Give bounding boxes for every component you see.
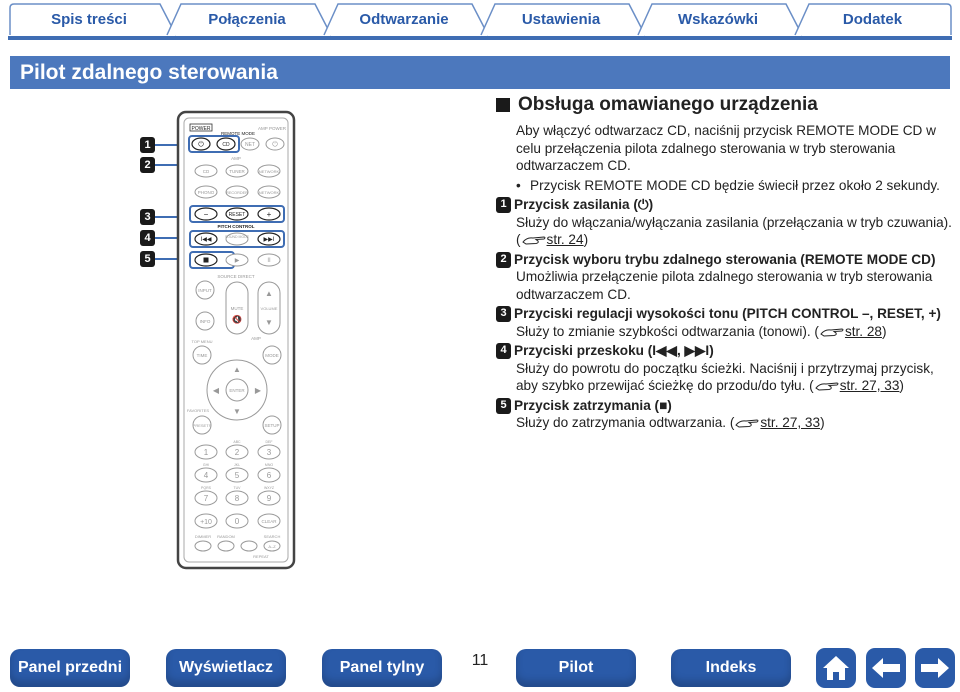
- item-3-desc-tail: ): [881, 323, 887, 339]
- item-2-title: Przycisk wyboru trybu zdalnego sterowania (REMOTE MODE CD): [514, 251, 936, 267]
- item-4-desc-text: Służy do powrotu do początku ścieżki. Naciśnij i przytrzymaj przycisk, aby szybko przewijać ścieżkę do przodu/do tyłu. (: [516, 360, 934, 393]
- tab-odtwarzanie[interactable]: [322, 2, 486, 36]
- recorder-label: RECORDER: [226, 191, 248, 195]
- dpad-up-icon: ▲: [233, 365, 241, 374]
- power-label: POWER: [191, 126, 211, 132]
- tab-dodatek[interactable]: [793, 2, 952, 36]
- item-3-desc-text: Służy to zmianie szybkości odtwarzania (tonowi). (: [516, 323, 819, 339]
- amp-power-icon: ⏻: [272, 141, 278, 149]
- top-menu-label: TOP MENU: [191, 339, 213, 344]
- remote-control-illustration: [176, 110, 296, 570]
- pause-icon: II: [267, 258, 271, 264]
- item-2-number: 2: [496, 252, 511, 268]
- time-label: TIME: [196, 353, 208, 358]
- digit-6-label: 6: [266, 471, 272, 480]
- item-4-desc-tail: ): [899, 378, 904, 393]
- digit-1-label: 1: [203, 448, 209, 457]
- pitch-minus-label: −: [203, 210, 209, 219]
- item-5-heading: [496, 397, 956, 415]
- hand-pointer-icon: [819, 326, 845, 338]
- wxyz-label: WXYZ: [263, 486, 275, 490]
- play-icon: ▶: [234, 258, 240, 264]
- tab-label: Wskazówki: [677, 10, 759, 28]
- tab-label: Spis treści: [51, 10, 127, 28]
- arrow-left-icon: [870, 656, 902, 680]
- dimmer-label: DIMMER: [194, 534, 212, 539]
- network2-label: NETWORK: [258, 190, 280, 195]
- heading-square-icon: [496, 98, 510, 112]
- page-number: 11: [471, 652, 489, 669]
- cd-mode-label: CD: [222, 142, 230, 148]
- cd-input-label: CD: [202, 169, 210, 174]
- marker-3: 3: [140, 209, 155, 225]
- bullet-item: [516, 177, 956, 195]
- volume-down-icon: ▼: [265, 318, 273, 327]
- back-button[interactable]: [866, 648, 906, 688]
- pitch-plus-label: +: [266, 210, 272, 219]
- indeks-button[interactable]: Indeks: [671, 649, 791, 687]
- item-5-title: Przycisk zatrzymania (■): [514, 397, 672, 413]
- network-label: NETWORK: [258, 169, 280, 174]
- item-4-title: Przyciski przeskoku (I◀◀, ▶▶I): [514, 343, 714, 358]
- home-button[interactable]: [816, 648, 856, 688]
- item-3-heading: [496, 305, 956, 323]
- panel-przedni-button[interactable]: Panel przedni: [10, 649, 130, 687]
- net-mode-label: NET: [245, 142, 255, 148]
- tab-label: Odtwarzanie: [359, 10, 449, 28]
- favorites-label: FAVORITES: [186, 408, 210, 413]
- item-4-page-link[interactable]: str. 27, 33: [839, 378, 900, 393]
- tuv-label: TUV: [233, 486, 241, 490]
- item-3-number: 3: [496, 306, 511, 322]
- item-5-page-link[interactable]: str. 27, 33: [760, 415, 821, 430]
- pilot-button[interactable]: Pilot: [516, 649, 636, 687]
- item-5-desc-text: Służy do zatrzymania odtwarzania. (: [516, 415, 735, 430]
- panel-tylny-button[interactable]: Panel tylny: [322, 649, 442, 687]
- remote-mode-label: REMOTE MODE: [220, 131, 256, 136]
- marker-4: 4: [140, 230, 155, 246]
- hand-pointer-icon: [814, 380, 840, 392]
- page-title: Pilot zdalnego sterowania: [10, 56, 950, 89]
- ghi-label: GHI: [202, 463, 210, 467]
- item-1-desc-text: Służy do włączania/wyłączania zasilania (przełączania w tryb czuwania). (: [516, 214, 952, 247]
- item-3-page-link[interactable]: str. 28: [844, 323, 882, 339]
- source-direct-label: SOURCE DIRECT: [217, 274, 255, 279]
- skip-back-icon: I◀◀: [200, 237, 212, 243]
- skip-forward-icon: ▶▶I: [263, 237, 275, 243]
- tab-underline: [8, 36, 952, 40]
- tuner-label: TUNER: [229, 169, 245, 174]
- section-heading-text: Obsługa omawianego urządzenia: [518, 94, 818, 116]
- item-4-desc: [496, 360, 956, 395]
- item-1-number: 1: [496, 197, 511, 213]
- amp-label: AMP: [231, 156, 241, 161]
- item-5-number: 5: [496, 398, 511, 414]
- item-1-desc: [496, 214, 956, 249]
- item-1-title: Przycisk zasilania (⏻): [514, 197, 654, 212]
- pqrs-label: PQRS: [201, 486, 211, 490]
- def-label: DEF: [265, 440, 273, 444]
- tab-label: Dodatek: [842, 10, 903, 28]
- item-5-desc: [496, 414, 956, 432]
- info-label: INFO: [199, 319, 211, 324]
- digit-9-label: 9: [266, 494, 272, 503]
- volume-label: VOLUME: [260, 306, 278, 311]
- intro-paragraph: Aby włączyć odtwarzacz CD, naciśnij przycisk REMOTE MODE CD w celu przełączenia pilota zdalnego sterowania w tryb sterowania odtwarzaczem CD.: [516, 123, 936, 173]
- tab-label: Połączenia: [208, 10, 286, 28]
- digit-4-label: 4: [203, 471, 209, 480]
- sound-mode-label: SOUND MODE: [224, 235, 250, 239]
- amp2-label: AMP: [251, 336, 261, 341]
- phono-label: PHONO: [197, 190, 215, 195]
- digit-7-label: 7: [203, 494, 209, 503]
- volume-up-icon: ▲: [265, 289, 273, 298]
- tab-wskazowki[interactable]: [636, 2, 800, 36]
- bullet-text: Przycisk REMOTE MODE CD będzie świecił przez około 2 sekundy.: [530, 177, 940, 193]
- search-label: SEARCH: [263, 534, 281, 539]
- forward-button[interactable]: [915, 648, 955, 688]
- item-2-desc: Umożliwia przełączenie pilota zdalnego sterowania w tryb sterowania odtwarzaczem CD.: [516, 269, 933, 302]
- stop-icon: [204, 258, 209, 263]
- top-navigation: [8, 2, 952, 36]
- mode-label: MODE: [265, 353, 279, 358]
- digit-0-label: 0: [234, 517, 240, 526]
- abc-label: ABC: [233, 440, 241, 444]
- mute-icon: 🔇: [232, 315, 242, 324]
- item-1-desc-tail: ): [583, 232, 589, 247]
- digit-3-label: 3: [266, 448, 272, 457]
- mno-label: MNO: [264, 463, 274, 467]
- tab-ustawienia[interactable]: [479, 2, 643, 36]
- dpad-right-icon: ▶: [254, 386, 262, 395]
- item-1-page-link[interactable]: str. 24: [546, 232, 584, 247]
- marker-2: 2: [140, 157, 155, 173]
- input-label: INPUT: [198, 288, 212, 293]
- marker-5: 5: [140, 251, 155, 267]
- tab-label: Ustawienia: [521, 10, 601, 28]
- a-z-label: A–Z: [268, 544, 276, 549]
- digit-8-label: 8: [234, 494, 240, 503]
- item-4-heading: [496, 342, 956, 360]
- tab-spis-tresci[interactable]: [8, 2, 170, 36]
- hand-pointer-icon: [521, 234, 547, 246]
- item-4-number: 4: [496, 343, 511, 359]
- enter-label: ENTER: [229, 388, 245, 393]
- power-icon: ⏻: [198, 141, 204, 149]
- dpad-down-icon: ▼: [233, 407, 241, 416]
- bullet-dot-icon: •: [516, 177, 521, 193]
- item-5-desc-tail: ): [820, 415, 825, 430]
- marker-1: 1: [140, 137, 155, 153]
- pitch-control-label: PITCH CONTROL: [217, 224, 255, 229]
- tab-polaczenia[interactable]: [165, 2, 329, 36]
- dpad-left-icon: ◀: [212, 386, 220, 395]
- item-3-title: Przyciski regulacji wysokości tonu (PITCH CONTROL –, RESET, +): [514, 306, 941, 321]
- setup-label: SETUP: [264, 423, 280, 428]
- amp-power-label: AMP POWER: [258, 126, 286, 131]
- arrow-right-icon: [919, 656, 951, 680]
- presets-label: PRESETS: [192, 423, 212, 428]
- mute-label: MUTE: [230, 306, 244, 311]
- jkl-label: JKL: [233, 463, 241, 467]
- repeat-label: REPEAT: [253, 554, 269, 559]
- item-3-desc: [496, 323, 956, 341]
- wyswietlacz-button[interactable]: Wyświetlacz: [166, 649, 286, 687]
- random-label: RANDOM: [217, 534, 235, 539]
- item-1-heading: [496, 196, 956, 214]
- plus10-label: +10: [200, 519, 212, 526]
- pitch-reset-label: RESET: [228, 212, 246, 218]
- home-icon: [821, 654, 851, 682]
- hand-pointer-icon: [734, 417, 760, 429]
- digit-2-label: 2: [234, 448, 240, 457]
- digit-5-label: 5: [234, 471, 240, 480]
- clear-label: CLEAR: [261, 519, 277, 524]
- item-2-heading: [496, 251, 956, 269]
- section-heading: [496, 94, 956, 116]
- content-section: [496, 94, 956, 434]
